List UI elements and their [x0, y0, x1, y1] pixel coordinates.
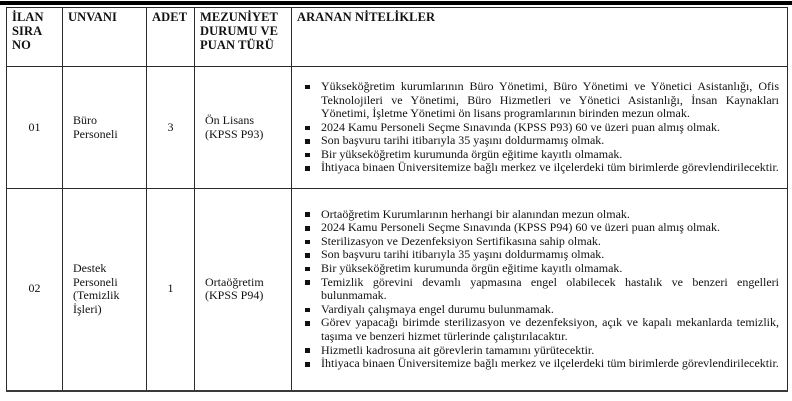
row1-adet: 3	[147, 67, 195, 189]
header-ilan-sira-no: İLAN SIRA NO	[7, 8, 63, 67]
bullet-item: Son başvuru tarihi itibarıyla 35 yaşını doldurmamış olmak.	[292, 248, 779, 262]
bullet-item: Vardiyalı çalışmaya engel durumu bulunmamak.	[292, 303, 779, 317]
bullet-item: İhtiyaca binaen Üniversitemize bağlı merkez ve ilçelerdeki tüm birimlerde görevlendirilecektir.	[292, 357, 779, 371]
bullet-item: Bir yükseköğretim kurumunda örgün eğitime kayıtlı olmamak.	[292, 262, 779, 276]
header-unvani: UNVANI	[63, 8, 147, 67]
bullet-item: Görev yapacağı birimde sterilizasyon ve dezenfeksiyon, açık ve kapalı mekanlarda temizlik, taşıma ve benzeri hizmet türlerinde çalıştırılacaktır.	[292, 316, 779, 343]
row2-mezuniyet: Ortaöğretim (KPSS P94)	[195, 189, 292, 391]
row2-adet: 1	[147, 189, 195, 391]
row1-nitelikler	[292, 67, 788, 189]
job-posting-table	[6, 7, 788, 392]
bullet-item: Temizlik görevini devamlı yapmasına engel olabilecek hastalık ve benzeri engelleri bulunmamak.	[292, 276, 779, 303]
bullet-item: Sterilizasyon ve Dezenfeksiyon Sertifikasına sahip olmak.	[292, 235, 779, 249]
row2-unvani: Destek Personeli (Temizlik İşleri)	[63, 189, 147, 391]
row1-sira-no: 01	[7, 67, 63, 189]
bullet-item: 2024 Kamu Personeli Seçme Sınavında (KPSS P94) 60 ve üzeri puan almış olmak.	[292, 221, 779, 235]
bullet-item: Ortaöğretim Kurumlarının herhangi bir alanından mezun olmak.	[292, 208, 779, 222]
header-aranan-nitelikler: ARANAN NİTELİKLER	[292, 8, 788, 67]
row2-nitelikler	[292, 189, 788, 391]
table-row	[7, 67, 788, 189]
row2-bullet-list	[292, 208, 787, 371]
table-header-row	[7, 8, 788, 67]
header-mezuniyet-durumu: MEZUNİYET DURUMU VE PUAN TÜRÜ	[195, 8, 292, 67]
row1-unvani: Büro Personeli	[63, 67, 147, 189]
bullet-item: Bir yükseköğretim kurumunda örgün eğitime kayıtlı olmamak.	[292, 148, 779, 162]
bullet-item: Yükseköğretim kurumlarının Büro Yönetimi, Büro Yönetimi ve Yönetici Asistanlığı, Ofis Teknolojileri ve Yönetimi, Büro Hizmetleri ve Yönetici Asistanlığı, İnsan Kaynakları Yönetimi, İşletme Yönetimi ön lisans programlarının birinden mezun olmak.	[292, 80, 779, 121]
table-row	[7, 189, 788, 391]
top-horizontal-rule	[0, 1, 792, 5]
header-adet: ADET	[147, 8, 195, 67]
bullet-item: Son başvuru tarihi itibarıyla 35 yaşını doldurmamış olmak.	[292, 134, 779, 148]
row1-mezuniyet: Ön Lisans (KPSS P93)	[195, 67, 292, 189]
bullet-item: Hizmetli kadrosuna ait görevlerin tamamını yürütecektir.	[292, 344, 779, 358]
row1-bullet-list	[292, 80, 787, 175]
bullet-item: İhtiyaca binaen Üniversitemize bağlı merkez ve ilçelerdeki tüm birimlerde görevlendirilecektir.	[292, 161, 779, 175]
row2-sira-no: 02	[7, 189, 63, 391]
bullet-item: 2024 Kamu Personeli Seçme Sınavında (KPSS P93) 60 ve üzeri puan almış olmak.	[292, 121, 779, 135]
